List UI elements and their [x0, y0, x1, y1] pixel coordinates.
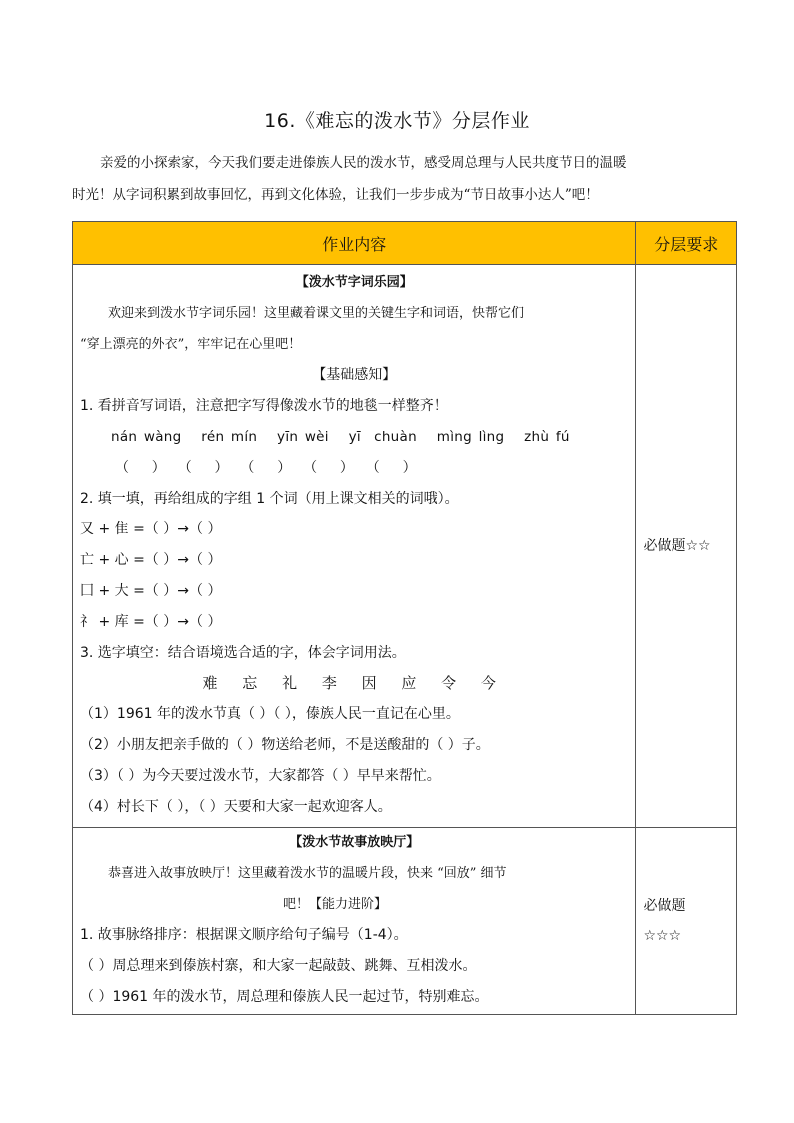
section2-question-1: 1. 故事脉络排序：根据课文顺序给句子编号（1-4）。: [80, 927, 408, 944]
section1-heading: 【泼水节字词乐园】: [295, 275, 413, 290]
q3-item-2: （2）小朋友把亲手做的（ ）物送给老师，不是送酸甜的（ ）子。: [80, 736, 490, 753]
question-3: 3. 选字填空：结合语境选合适的字，体会字词用法。: [80, 644, 406, 661]
table-header-row: [73, 222, 737, 265]
section1-intro-1: 欢迎来到泼水节字词乐园！这里藏着课文里的关键生字和词语，快帮它们: [108, 305, 525, 321]
intro-line-2: 时光！从字词积累到故事回忆，再到文化体验，让我们一步步成为“节日故事小达人”吧！: [72, 187, 599, 203]
q2-item-4: 礻 + 库 =（ ）→（ ）: [80, 613, 222, 630]
q2-item-3: 囗 + 大 =（ ）→（ ）: [80, 582, 222, 599]
page-title: 16.《难忘的泼水节》分层作业: [264, 110, 530, 132]
q3-character-choices: 难 忘 礼 李 因 应 令 今: [202, 674, 506, 693]
q3-item-1: （1）1961 年的泼水节真（ ）（ ），傣族人民一直记在心里。: [80, 706, 460, 723]
sequence-item-1: （ ）周总理来到傣族村寨，和大家一起敲鼓、跳舞、互相泼水。: [80, 958, 477, 975]
section1-level-text: 必做题☆☆: [643, 538, 711, 554]
section2-content: [73, 828, 636, 1015]
section1-level: [636, 265, 737, 828]
question-1: 1. 看拼音写词语，注意把字写得像泼水节的地毯一样整齐！: [80, 398, 448, 415]
q3-item-3: （3）（ ）为今天要过泼水节，大家都答（ ）早早来帮忙。: [80, 767, 441, 784]
section2-row: [73, 828, 737, 1015]
section2-level-line-1: 必做题: [643, 898, 686, 914]
q2-item-2: 亡 + 心 =（ ）→（ ）: [80, 552, 222, 569]
q2-item-1: 又 + 隹 =（ ）→（ ）: [80, 521, 222, 538]
answer-blanks-row: （ ） （ ） （ ） （ ） （ ）: [115, 459, 418, 476]
header-level: 分层要求: [636, 222, 737, 265]
intro-line-1: 亲爱的小探索家，今天我们要走进傣族人民的泼水节，感受周总理与人民共度节日的温暖: [100, 155, 627, 171]
section2-heading: 【泼水节故事放映厅】: [289, 835, 420, 850]
section1-row: [73, 265, 737, 828]
section1-subheading: 【基础感知】: [312, 367, 397, 384]
homework-table: [72, 221, 737, 1015]
header-content: 作业内容: [73, 222, 636, 265]
section2-level: [636, 828, 737, 1015]
sequence-item-2: （ ）1961 年的泼水节，周总理和傣族人民一起过节，特别难忘。: [80, 988, 489, 1005]
section2-level-line-2: ☆☆☆: [643, 928, 682, 944]
section2-intro-2: 吧！【能力进阶】: [283, 896, 388, 912]
question-2: 2. 填一填，再给组成的字组 1 个词（用上课文相关的词哦）。: [80, 490, 459, 507]
section1-content: [73, 265, 636, 828]
pinyin-row: nán wàng rén mín yīn wèi yī chuàn mìng lìng zhù fú: [111, 428, 570, 445]
q3-item-4: （4）村长下（ ），（ ）天要和大家一起欢迎客人。: [80, 798, 392, 815]
section2-intro-1: 恭喜进入故事放映厅！这里藏着泼水节的温暖片段，快来 “回放” 细节: [108, 865, 507, 881]
section1-intro-2: “穿上漂亮的外衣”，牢牢记在心里吧！: [80, 336, 302, 352]
